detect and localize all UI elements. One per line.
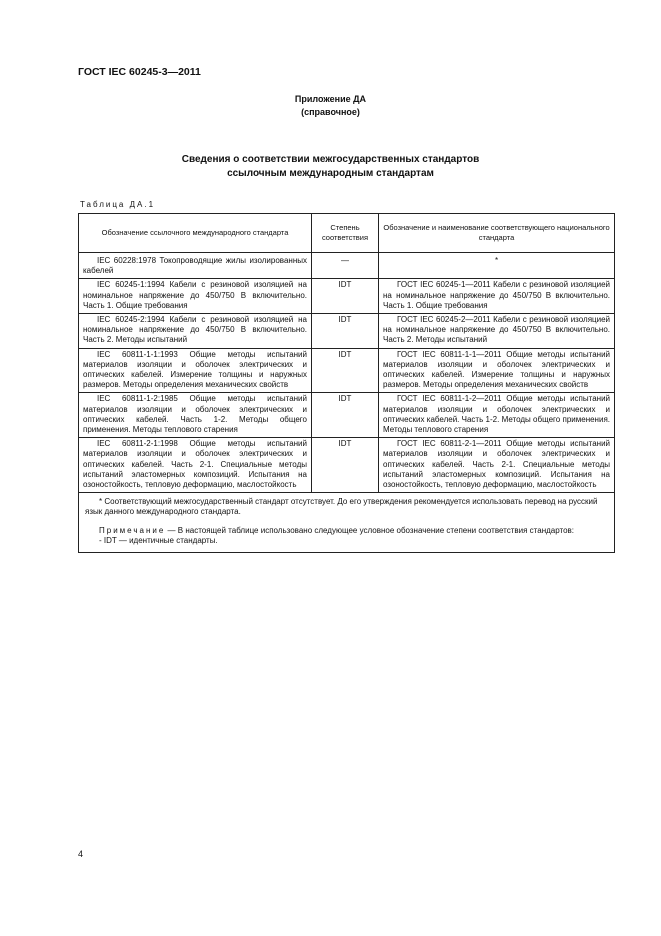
cell-degree: — (312, 253, 379, 279)
cell-national: ГОСТ IEC 60811-1-2—2011 Общие методы испытаний материалов изоляции и оболочек электрических и оптических кабелей. Часть 1-2. Методы общего применения. Методы теплового старения (379, 393, 615, 438)
annex-label: Приложение ДА (294, 94, 367, 104)
cell-degree: IDT (312, 393, 379, 438)
table-note (85, 526, 608, 536)
cell-national: ГОСТ IEC 60811-1-1—2011 Общие методы испытаний материалов изоляции и оболочек электрических и оптических кабелей. Измерение толщины и наружных размеров. Методы определения механических свойств (379, 348, 615, 393)
table-header-row (79, 214, 615, 253)
document-code: ГОСТ IEC 60245-3—2011 (78, 66, 201, 78)
header-degree: Степень соответствия (312, 214, 379, 253)
table-row (79, 314, 615, 349)
note-lead: Примечание (99, 525, 166, 535)
table-row (79, 438, 615, 493)
table-caption: Таблица ДА.1 (80, 200, 156, 209)
table-footnote: * Соответствующий межгосударственный стандарт отсутствует. До его утверждения рекомендуется использовать перевод на русский язык данного международного стандарта. (85, 497, 598, 517)
table-notes (79, 493, 615, 553)
annex-title (0, 153, 661, 181)
cell-ref: IEC 60811-1-2:1985 Общие методы испытаний материалов изоляции и оболочек электрических и оптических кабелей. Часть 1-2. Методы общего применения. Методы теплового старения (79, 393, 312, 438)
cell-degree: IDT (312, 279, 379, 314)
cell-national: ГОСТ IEC 60245-1—2011 Кабели с резиновой изоляцией на номинальное напряжение до 450/750 В включительно. Часть 1. Общие требования (379, 279, 615, 314)
annex-heading (0, 93, 661, 119)
note-item: - IDT — идентичные стандарты. (99, 535, 218, 545)
cell-national: ГОСТ IEC 60811-2-1—2011 Общие методы испытаний материалов изоляции и оболочек электрических и оптических кабелей. Часть 2-1. Специальные методы испытаний эластомерных композиций. Испытания на озоностойкость, тепловую деформацию, маслостойкость (379, 438, 615, 493)
cell-degree: IDT (312, 348, 379, 393)
cell-national: * (379, 253, 615, 279)
table-row (79, 348, 615, 393)
correspondence-table (78, 213, 615, 553)
cell-national: ГОСТ IEC 60245-2—2011 Кабели с резиновой изоляцией на номинальное напряжение до 450/750 В включительно. Часть 2. Методы испытаний (379, 314, 615, 349)
cell-ref: IEC 60811-1-1:1993 Общие методы испытаний материалов изоляции и оболочек электрических и оптических кабелей. Измерение толщины и наружных размеров. Методы определения механических свойств (79, 348, 312, 393)
header-national-standard: Обозначение и наименование соответствующего национального стандарта (379, 214, 615, 253)
header-ref-standard: Обозначение ссылочного международного стандарта (79, 214, 312, 253)
cell-degree: IDT (312, 438, 379, 493)
table-notes-row (79, 493, 615, 553)
cell-ref: IEC 60245-2:1994 Кабели с резиновой изоляцией на номинальное напряжение до 450/750 В включительно. Часть 2. Методы испытаний (79, 314, 312, 349)
cell-ref: IEC 60228:1978 Токопроводящие жилы изолированных кабелей (79, 253, 312, 279)
table-row (79, 279, 615, 314)
cell-ref: IEC 60245-1:1994 Кабели с резиновой изоляцией на номинальное напряжение до 450/750 В включительно. Часть 1. Общие требования (79, 279, 312, 314)
page-number: 4 (78, 849, 84, 859)
annex-title-line-1: Сведения о соответствии межгосударственных стандартов (181, 154, 480, 165)
cell-degree: IDT (312, 314, 379, 349)
table-row (79, 393, 615, 438)
note-text: — В настоящей таблице использовано следующее условное обозначение степени соответствия стандартов: (167, 525, 574, 535)
table-row (79, 253, 615, 279)
cell-ref: IEC 60811-2-1:1998 Общие методы испытаний материалов изоляции и оболочек электрических и оптических кабелей. Часть 2-1. Специальные методы испытаний эластомерных композиций. Испытания на озоностойкость, тепловую деформацию, маслостойкость (79, 438, 312, 493)
annex-kind: (справочное) (301, 107, 360, 117)
annex-title-line-2: ссылочным международным стандартам (227, 168, 434, 179)
